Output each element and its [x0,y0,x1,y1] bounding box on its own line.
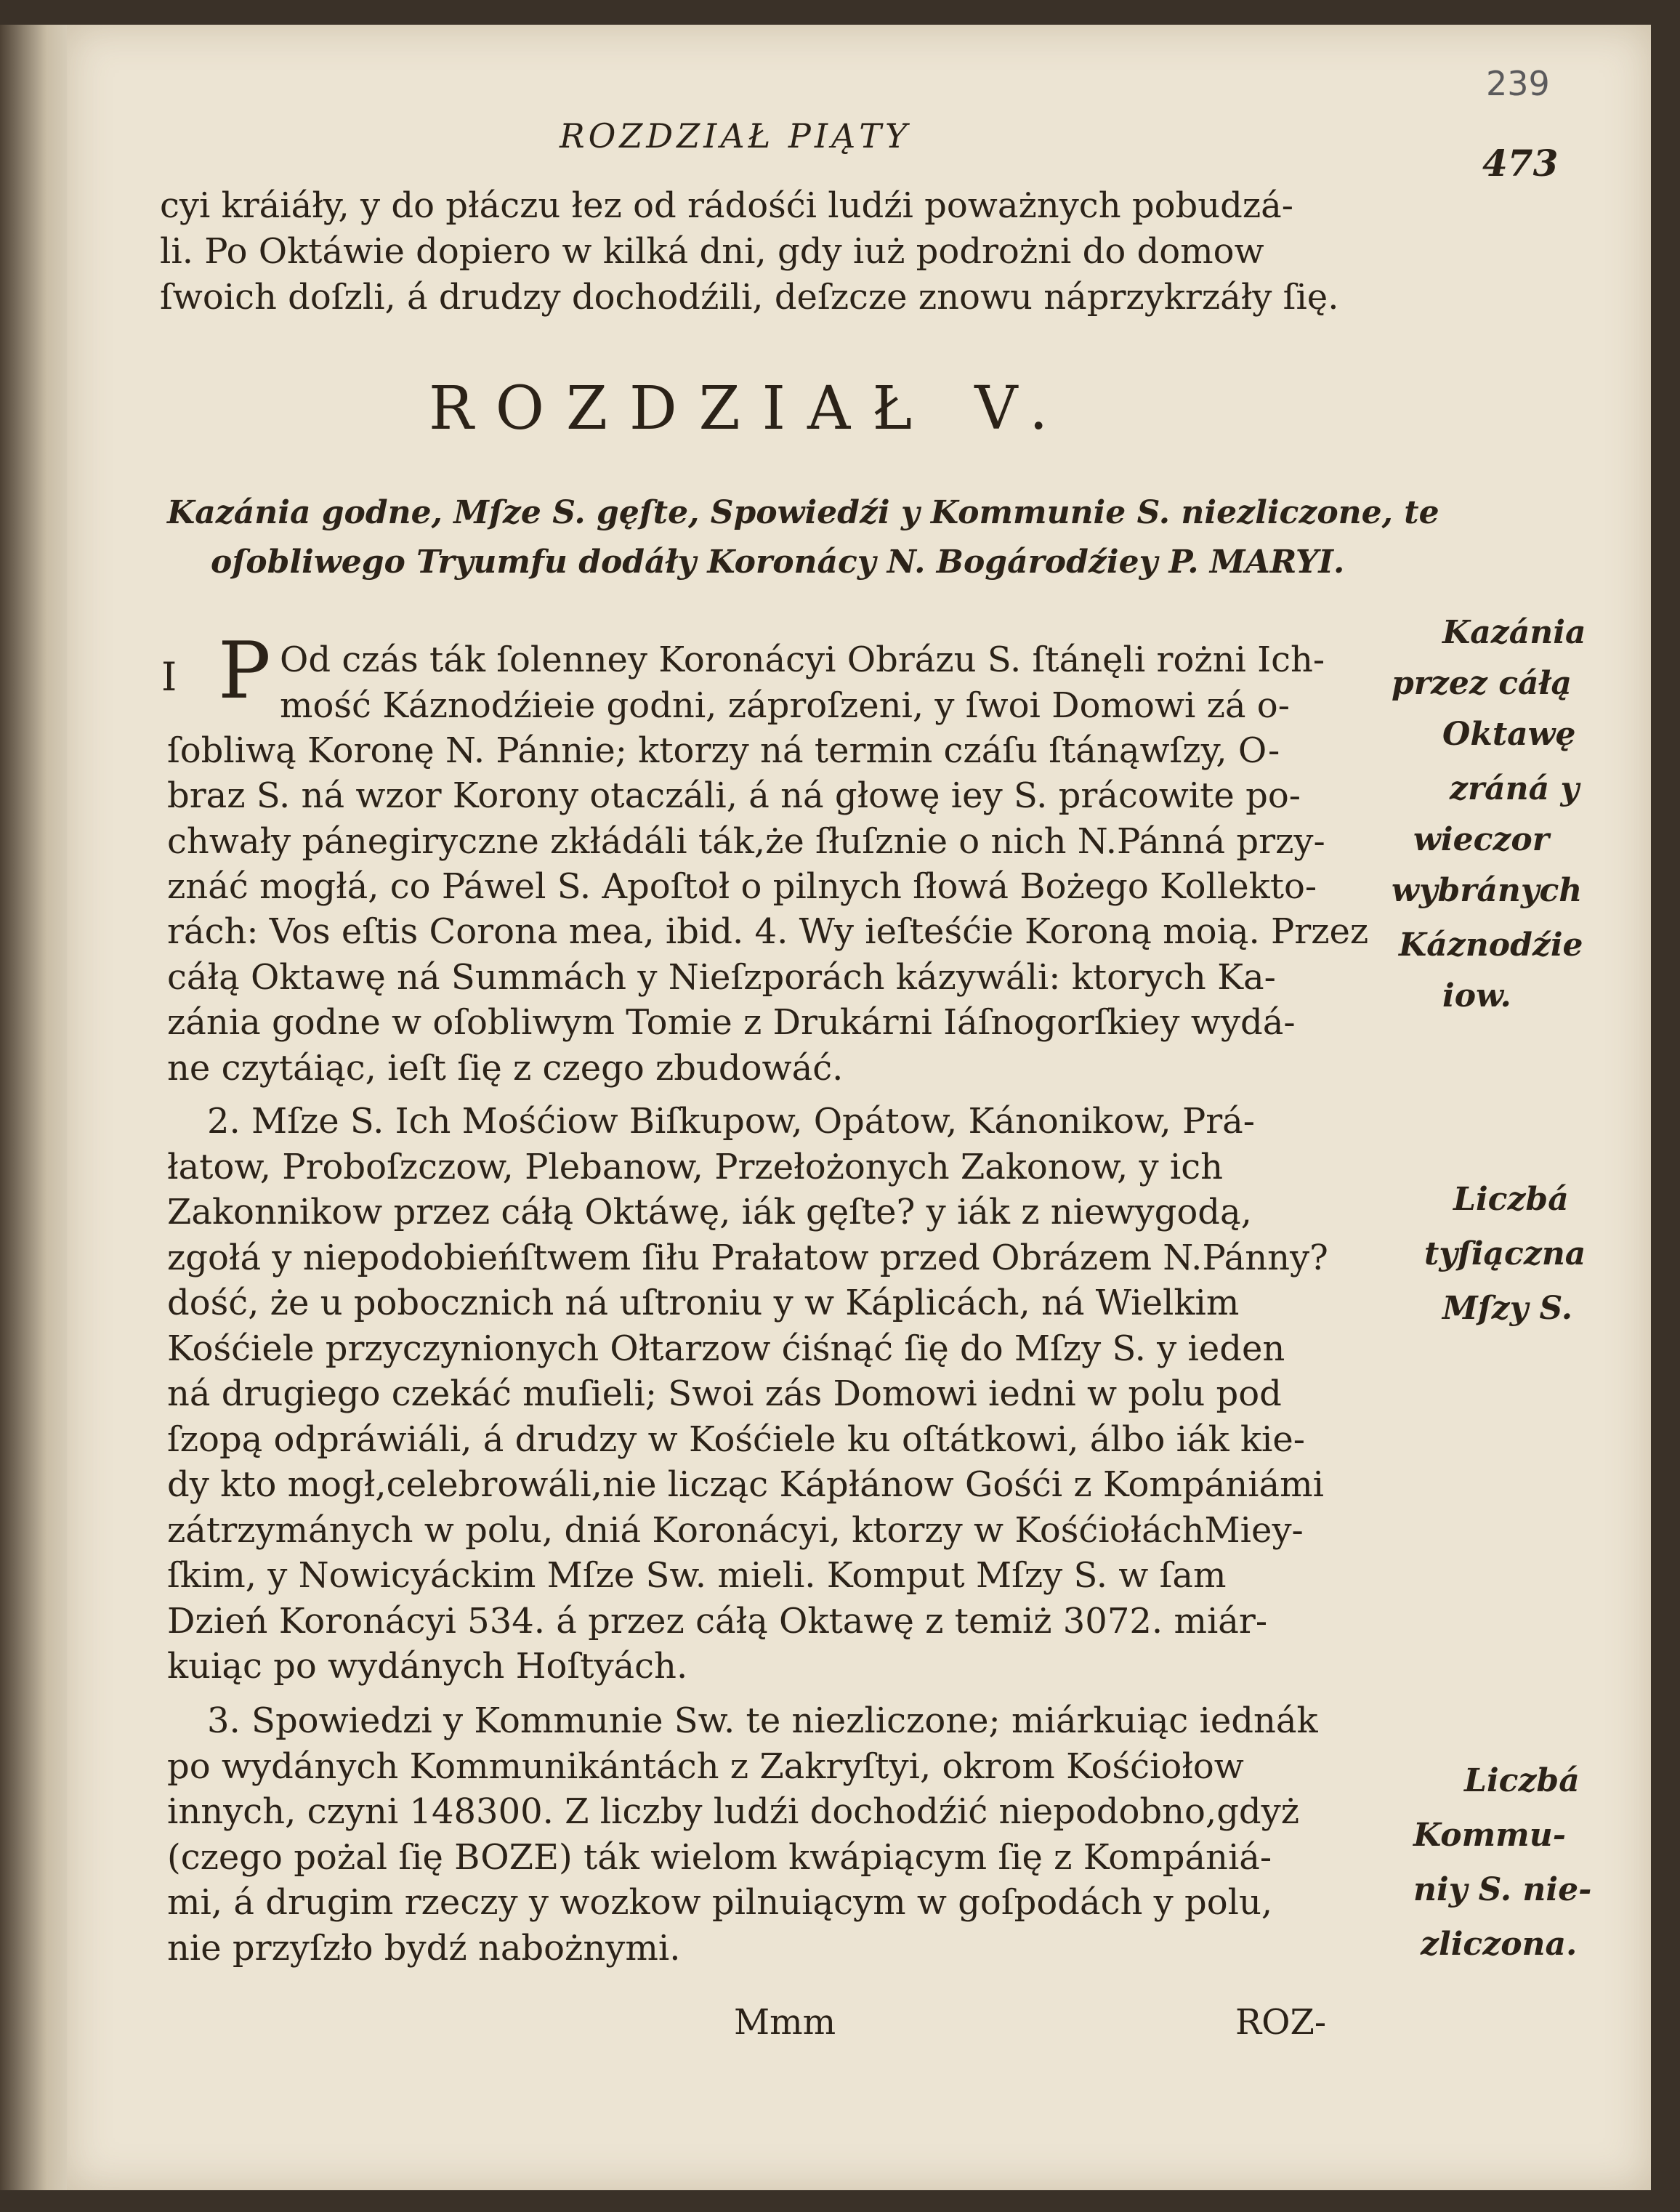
margin-note-line: Mſzy S. [1442,1290,1573,1327]
text-line: zgołá y niepodobieńſtwem ſiłu Prałatow przed Obrázem N.Pánny? [167,1238,1328,1278]
text-line: nie przyſzło bydź nabożnymi. [167,1928,681,1969]
text-line: ne czytáiąc, ieſt ſię z czego zbudowáć. [167,1048,844,1089]
drop-initial: P [218,626,271,717]
margin-note-line: Oktawę [1442,716,1576,753]
margin-note-line: niy S. nie- [1413,1871,1592,1908]
margin-note-line: zráná y [1450,770,1580,807]
text-line: Kośćiele przyczynionych Ołtarzow ćiśnąć ſię do Mſzy S. y ieden [167,1328,1285,1369]
text-line: Od czás ták ſolenney Koronácyi Obrázu S. ſtánęli rożni Ich- [280,639,1325,680]
text-line: Zakonnikow przez cáłą Oktáwę, iák gęſte? y iák z niewygodą, [167,1192,1252,1232]
text-line: (czego pożal ſię BOZE) ták wielom kwápiącym ſię z Kompániá- [167,1837,1272,1878]
text-line: innych, czyni 148300. Z liczby ludźi dochodźić niepodobno,gdyż [167,1791,1300,1832]
binding-shadow [0,25,67,2190]
text-line: cyi kráiáły, y do płáczu łez od rádośći ludźi poważnych pobudzá- [160,185,1293,226]
margin-note-line: zliczona. [1421,1926,1578,1963]
text-line: znáć mogłá, co Páwel S. Apoſtoł o pilnych ſłowá Bożego Kollekto- [167,866,1317,907]
margin-note-line: tyſiączna [1424,1235,1586,1272]
text-line: dy kto mogł,celebrowáli,nie licząc Kápłánow Gośći z Kompániámi [167,1464,1324,1505]
margin-note-line: Kazánia [1442,614,1586,651]
text-line: ná drugiego czekáć muſieli; Swoi zás Domowi iedni w polu pod [167,1373,1282,1414]
section-number: I [161,654,177,700]
text-line: ſzopą odpráwiáli, á drudzy w Kośćiele ku oſtátkowi, álbo iák kie- [167,1419,1305,1460]
text-line: mi, á drugim rzeczy y wozkow pilnuiącym w goſpodách y polu, [167,1882,1273,1923]
text-line: chwały pánegiryczne zkłádáli ták,że ſłuſznie o nich N.Pánná przy- [167,821,1325,862]
text-line: po wydánych Kommunikántách z Zakryſtyi, okrom Kośćiołow [167,1746,1244,1787]
margin-note-line: Liczbá [1453,1181,1569,1218]
signature-mark: Mmm [734,2002,836,2043]
text-line: dość, że u pobocznich ná uſtroniu y w Káplicách, ná Wielkim [167,1283,1240,1323]
margin-note-line: przez cáłą [1392,665,1572,702]
summary-line: Kazánia godne, Mſze S. gęſte, Spowiedźi y Kommunie S. niezliczone, te [167,494,1439,531]
running-head: ROZDZIAŁ PIĄTY [560,116,911,156]
margin-note-line: Káznodźie [1399,927,1583,964]
text-line: ſwoich doſzli, á drudzy dochodźili, deſzcze znowu náprzykrzáły ſię. [160,277,1339,318]
margin-note-line: Kommu- [1413,1817,1566,1854]
chapter-title: ROZDZIAŁ V. [429,374,1070,443]
margin-note-line: Liczbá [1464,1762,1580,1799]
text-line: ſkim, y Nowicyáckim Mſze Sw. mieli. Komput Mſzy S. w ſam [167,1555,1227,1596]
text-line: braz S. ná wzor Korony otaczáli, á ná głowę iey S. prácowite po- [167,775,1301,816]
summary-line: oſobliwego Tryumfu dodáły Koronácy N. Bogárodźiey P. MARYI. [211,544,1345,581]
text-line: mość Káznodźieie godni, záproſzeni, y ſwoi Domowi zá o- [280,685,1290,726]
text-line: Dzień Koronácyi 534. á przez cáłą Oktawę z temiż 3072. miár- [167,1601,1268,1642]
margin-note-line: wieczor [1413,821,1549,858]
text-line: 2. Mſze S. Ich Mośćiow Biſkupow, Opátow, Kánonikow, Prá- [207,1101,1256,1142]
catchword: ROZ- [1235,2002,1327,2043]
text-line: rách: Vos eſtis Corona mea, ibid. 4. Wy ieſteśćie Koroną moią. Przez [167,911,1369,952]
text-line: ſobliwą Koronę N. Pánnie; ktorzy ná termin czáſu ſtánąwſzy, O- [167,730,1280,771]
text-line: li. Po Oktáwie dopiero w kilká dni, gdy iuż podrożni do domow [160,231,1264,272]
text-line: zátrzymánych w polu, dniá Koronácyi, ktorzy w KośćiołáchMiey- [167,1510,1304,1551]
text-line: zánia godne w oſobliwym Tomie z Drukárni Iáſnogorſkiey wydá- [167,1002,1296,1043]
page-number: 473 [1482,142,1559,185]
pencil-folio-number: 239 [1486,64,1550,103]
text-line: kuiąc po wydánych Hoſtyách. [167,1646,688,1687]
text-line: łatow, Proboſzczow, Plebanow, Przełożonych Zakonow, y ich [167,1147,1224,1187]
margin-note-line: wybránych [1392,872,1583,909]
margin-note-line: iow. [1442,977,1511,1014]
text-line: cáłą Oktawę ná Summách y Nieſzporách kázywáli: ktorych Ka- [167,957,1276,998]
text-line: 3. Spowiedzi y Kommunie Sw. te niezliczone; miárkuiąc iednák [207,1700,1318,1741]
